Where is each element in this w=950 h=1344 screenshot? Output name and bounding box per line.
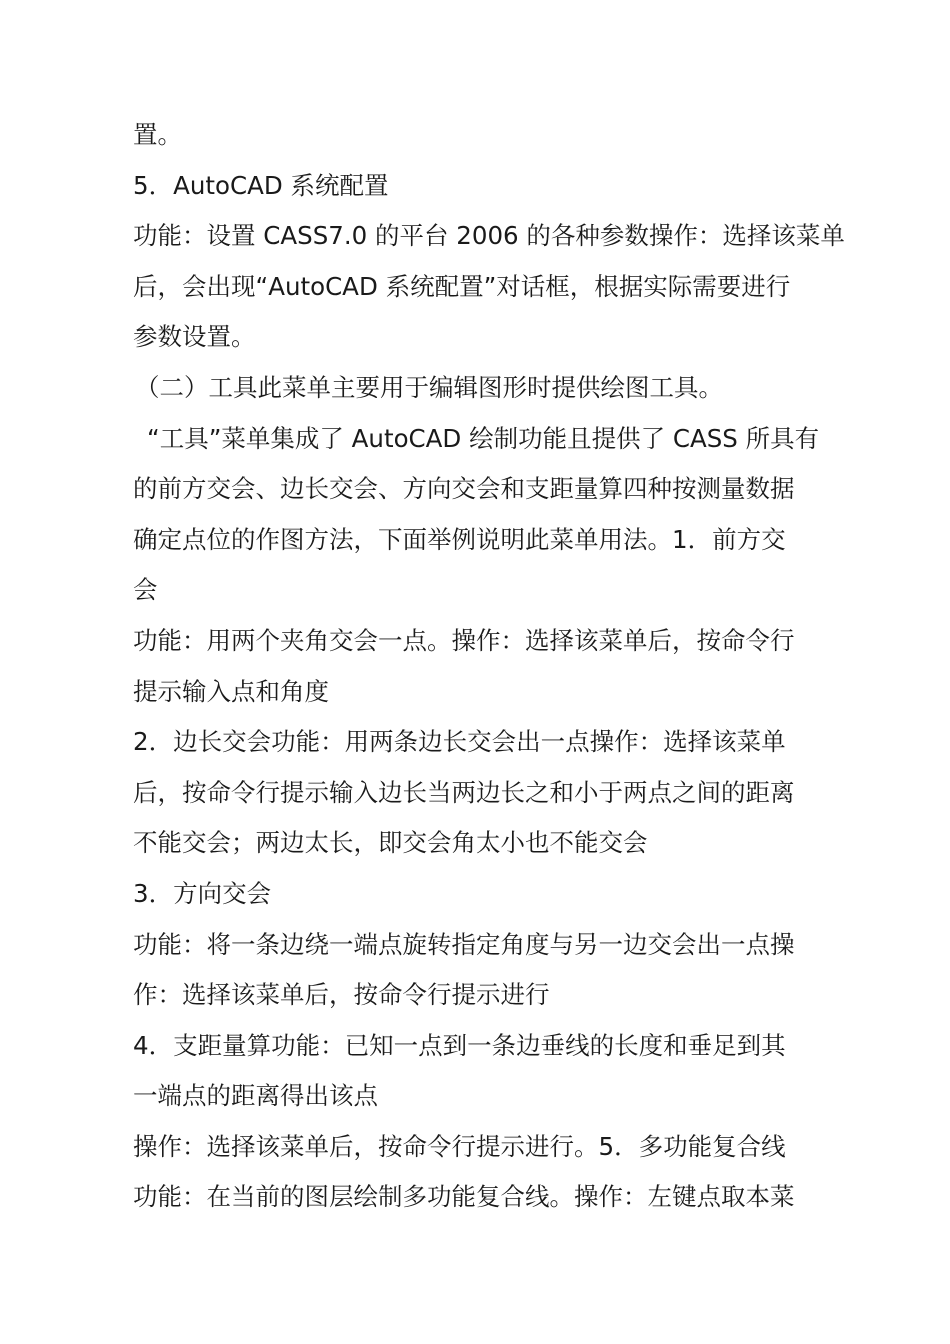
- section-heading-tools: （二）工具此菜单主要用于编辑图形时提供绘图工具。: [135, 372, 723, 402]
- text-line: 作：选择该菜单后，按命令行提示进行: [133, 980, 550, 1010]
- text-line: 功能：设置 CASS7.0 的平台 2006 的各种参数操作：选择该菜单: [133, 221, 845, 251]
- section-heading-autocad-config: 5．AutoCAD 系统配置: [133, 170, 389, 200]
- text-line: 后，按命令行提示输入边长当两边长之和小于两点之间的距离: [133, 777, 795, 807]
- text-line: 会: [133, 575, 158, 605]
- section-heading-edge-intersection: 2．边长交会功能：用两条边长交会出一点操作：选择该菜单: [133, 727, 786, 757]
- text-line: 参数设置。: [133, 322, 256, 352]
- section-heading-direction-intersection: 3．方向交会: [133, 878, 272, 908]
- document-body: [133, 110, 845, 1223]
- text-line: 确定点位的作图方法，下面举例说明此菜单用法。1．前方交: [133, 524, 786, 554]
- text-line: 置。: [133, 120, 182, 149]
- text-line: 提示输入点和角度: [133, 676, 329, 706]
- text-line: 功能：用两个夹角交会一点。操作：选择该菜单后，按命令行: [133, 625, 795, 655]
- text-line: 后，会出现“AutoCAD 系统配置”对话框，根据实际需要进行: [133, 271, 791, 301]
- section-heading-offset-calculation: 4．支距量算功能：已知一点到一条边垂线的长度和垂足到其: [133, 1030, 786, 1060]
- text-line: 操作：选择该菜单后，按命令行提示进行。5．多功能复合线: [133, 1131, 786, 1161]
- text-line: 一端点的距离得出该点: [133, 1081, 378, 1111]
- text-line: 不能交会；两边太长，即交会角太小也不能交会: [133, 828, 648, 858]
- text-line: “工具”菜单集成了 AutoCAD 绘制功能且提供了 CASS 所具有: [147, 423, 820, 453]
- text-line: 功能：在当前的图层绘制多功能复合线。操作：左键点取本菜: [133, 1182, 795, 1212]
- text-line: 的前方交会、边长交会、方向交会和支距量算四种按测量数据: [133, 474, 795, 504]
- text-line: 功能：将一条边绕一端点旋转指定角度与另一边交会出一点操: [133, 929, 795, 959]
